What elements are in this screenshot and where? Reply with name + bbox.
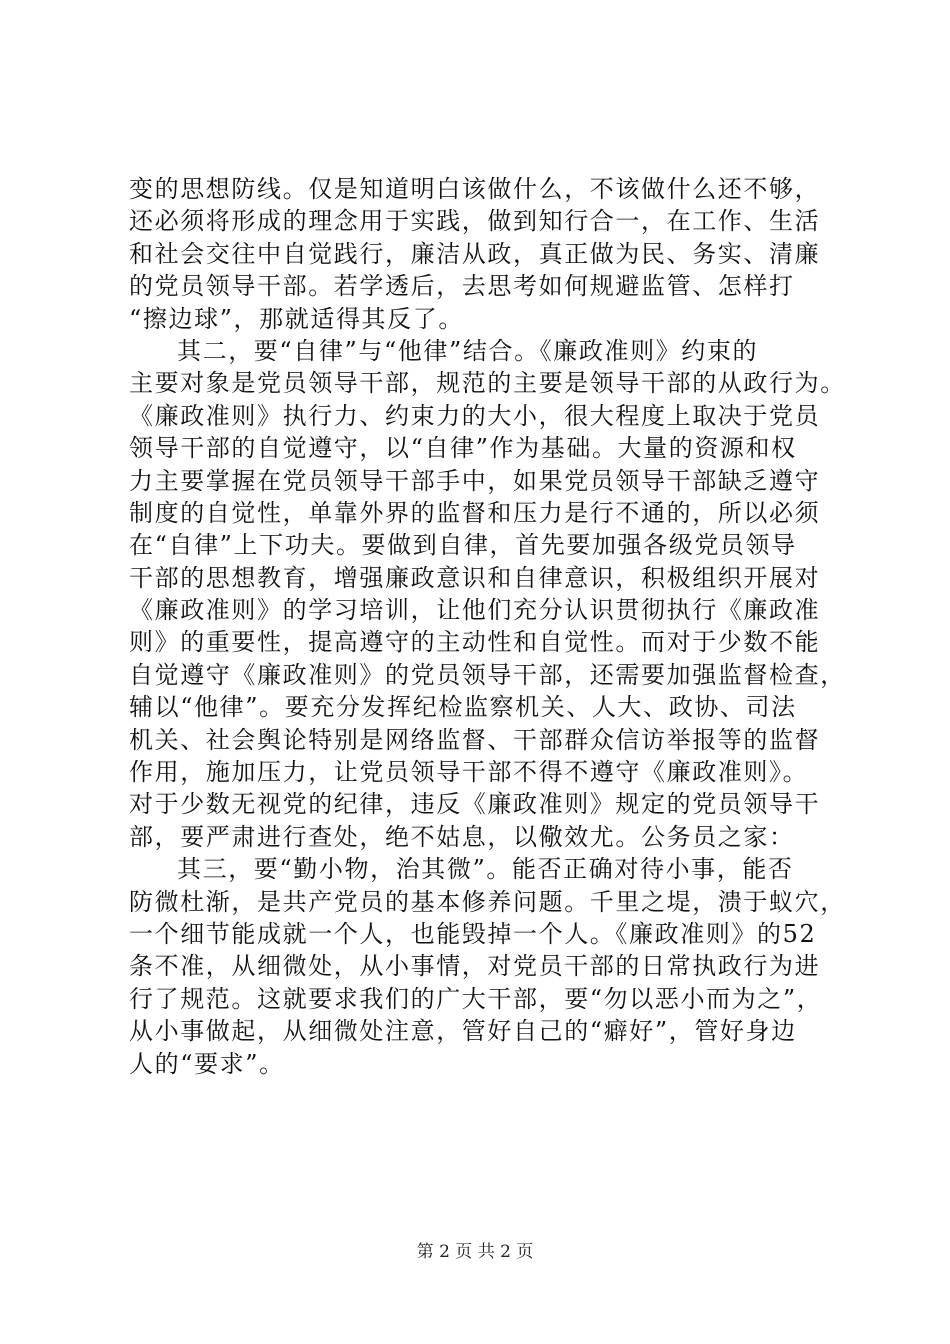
text-line: 和社会交往中自觉践行，廉洁从政，真正做为民、务实、清廉 <box>129 239 821 268</box>
text-line: 则》的重要性，提高遵守的主动性和自觉性。而对于少数不能 <box>129 628 821 657</box>
text-line: 还必须将形成的理念用于实践，做到知行合一，在工作、生活 <box>129 207 821 236</box>
text-line: 行了规范。这就要求我们的广大干部，要“勿以恶小而为之”， <box>129 984 823 1013</box>
document-body <box>129 173 849 1080</box>
text-line: 机关、社会舆论特别是网络监督、干部群众信访举报等的监督 <box>129 725 821 754</box>
text-line: 辅以“他律”。要充分发挥纪检监察机关、人大、政协、司法 <box>129 693 797 722</box>
text-line: 制度的自觉性，单靠外界的监督和压力是行不通的，所以必须 <box>129 498 821 527</box>
paragraph-start-line: 其三，要“勤小物，治其微”。能否正确对待小事，能否 <box>177 855 794 884</box>
page-number-footer: 第 2 页 共 2 页 <box>416 1242 534 1262</box>
text-line: 在“自律”上下功夫。要做到自律，首先要加强各级党员领导 <box>129 531 797 560</box>
text-line: 领导干部的自觉遵守，以“自律”作为基础。大量的资源和权 <box>129 434 797 463</box>
text-line: 作用，施加压力，让党员领导干部不得不遵守《廉政准则》。 <box>129 758 809 787</box>
paragraph-start-line: 其二，要“自律”与“他律”结合。《廉政准则》约束的 <box>177 336 759 365</box>
text-line: 《廉政准则》执行力、约束力的大小，很大程度上取决于党员 <box>129 401 821 430</box>
text-line: 从小事做起，从细微处注意，管好自己的“癖好”，管好身边 <box>129 1017 797 1046</box>
text-line: 条不准，从细微处，从小事情，对党员干部的日常执政行为进 <box>129 952 821 981</box>
text-line: “擦边球”，那就适得其反了。 <box>129 304 464 333</box>
text-line: 防微杜渐，是共产党员的基本修养问题。千里之堤，溃于蚁穴， <box>129 887 846 916</box>
text-line: 的党员领导干部。若学透后，去思考如何规避监管、怎样打 <box>129 272 795 301</box>
text-line: 主要对象是党员领导干部，规范的主要是领导干部的从政行为。 <box>129 369 846 398</box>
text-line: 自觉遵守《廉政准则》的党员领导干部，还需要加强监督检查， <box>129 660 846 689</box>
text-line: 力主要掌握在党员领导干部手中，如果党员领导干部缺乏遵守 <box>129 466 821 495</box>
text-line: 一个细节能成就一个人，也能毁掉一个人。《廉政准则》的52 <box>129 919 817 948</box>
text-line: 干部的思想教育，增强廉政意识和自律意识，积极组织开展对 <box>129 563 821 592</box>
text-line: 《廉政准则》的学习培训，让他们充分认识贯彻执行《廉政准 <box>129 596 821 625</box>
text-line: 人的“要求”。 <box>129 1049 285 1078</box>
text-line: 对于少数无视党的纪律，违反《廉政准则》规定的党员领导干 <box>129 790 821 819</box>
text-line: 部，要严肃进行查处，绝不姑息，以儆效尤。公务员之家： <box>129 822 795 851</box>
text-line: 变的思想防线。仅是知道明白该做什么，不该做什么还不够， <box>129 175 821 203</box>
